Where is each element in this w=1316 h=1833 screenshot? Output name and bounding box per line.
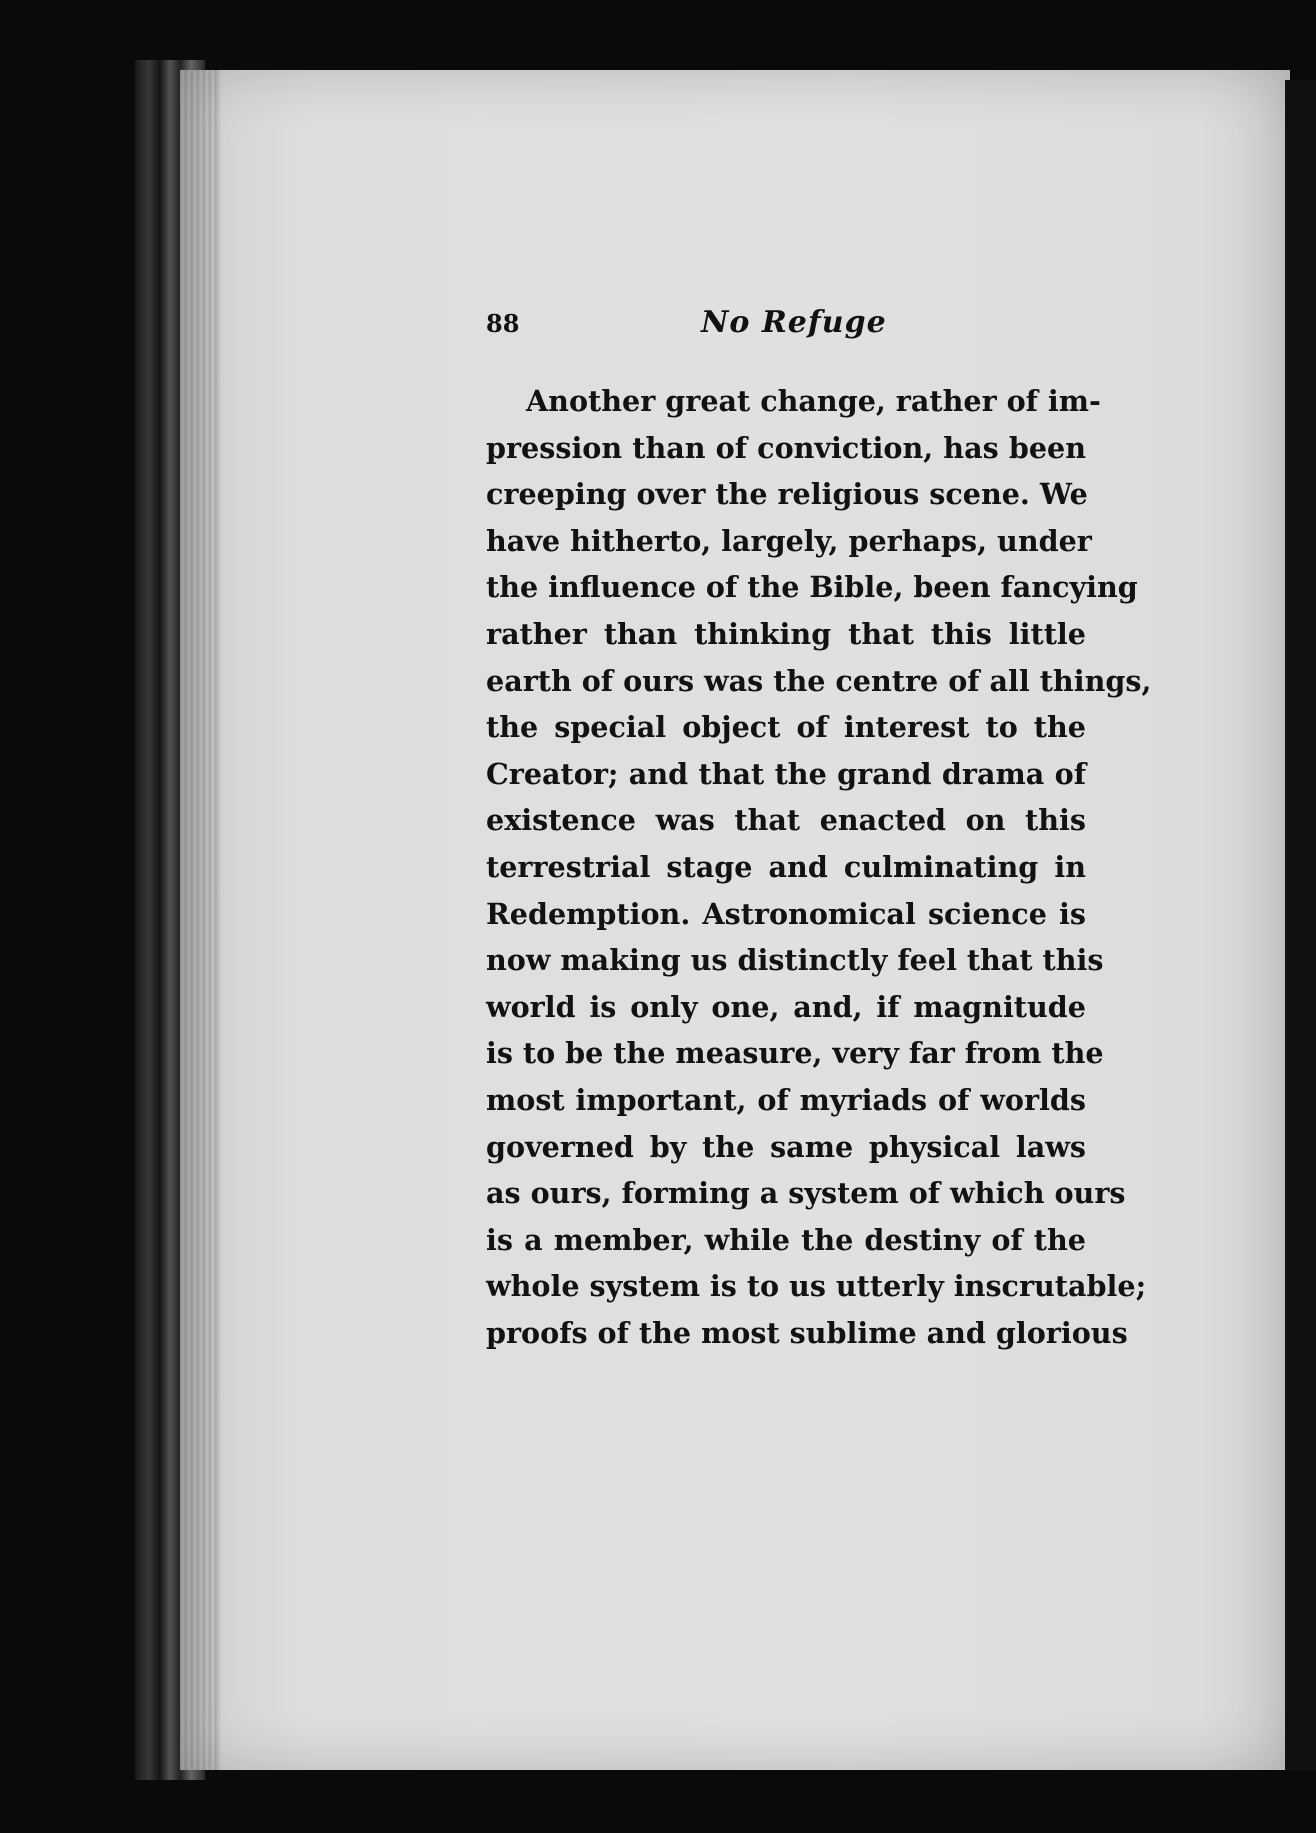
- text-line: whole system is to us utterly inscrutable;: [486, 1269, 1147, 1304]
- text-line: governed by the same physical laws: [486, 1129, 1086, 1164]
- text-line: world is only one, and, if magnitude: [486, 989, 1086, 1024]
- text-line: now making us distinctly feel that this: [486, 943, 1104, 978]
- text-line: the influence of the Bible, been fancying: [486, 570, 1138, 605]
- body-text: [486, 378, 1152, 1356]
- running-title: No Refuge: [701, 305, 887, 340]
- text-line: existence was that enacted on this: [486, 803, 1086, 838]
- text-line: proofs of the most sublime and glorious: [486, 1315, 1128, 1350]
- text-line: is a member, while the destiny of the: [486, 1222, 1086, 1257]
- text-line: most important, of myriads of worlds: [486, 1082, 1086, 1117]
- page-edge-shadow: [1285, 80, 1316, 1770]
- text-line: Another great change, rather of im-: [526, 384, 1101, 418]
- text-line: terrestrial stage and culminating in: [486, 849, 1086, 884]
- text-line: pression than of conviction, has been: [486, 430, 1086, 465]
- text-line: creeping over the religious scene. We: [486, 477, 1088, 512]
- text-line: the special object of interest to the: [486, 710, 1086, 745]
- text-line: is to be the measure, very far from the: [486, 1036, 1104, 1071]
- text-line: have hitherto, largely, perhaps, under: [486, 523, 1092, 558]
- text-line: Redemption. Astronomical science is: [486, 896, 1086, 931]
- page-number: 88: [486, 309, 520, 338]
- text-line: earth of ours was the centre of all things,: [486, 663, 1152, 698]
- text-line: as ours, forming a system of which ours: [486, 1176, 1126, 1211]
- text-line: Creator; and that the grand drama of: [486, 756, 1086, 791]
- text-line: rather than thinking that this little: [486, 616, 1086, 651]
- page-header: [486, 305, 1086, 355]
